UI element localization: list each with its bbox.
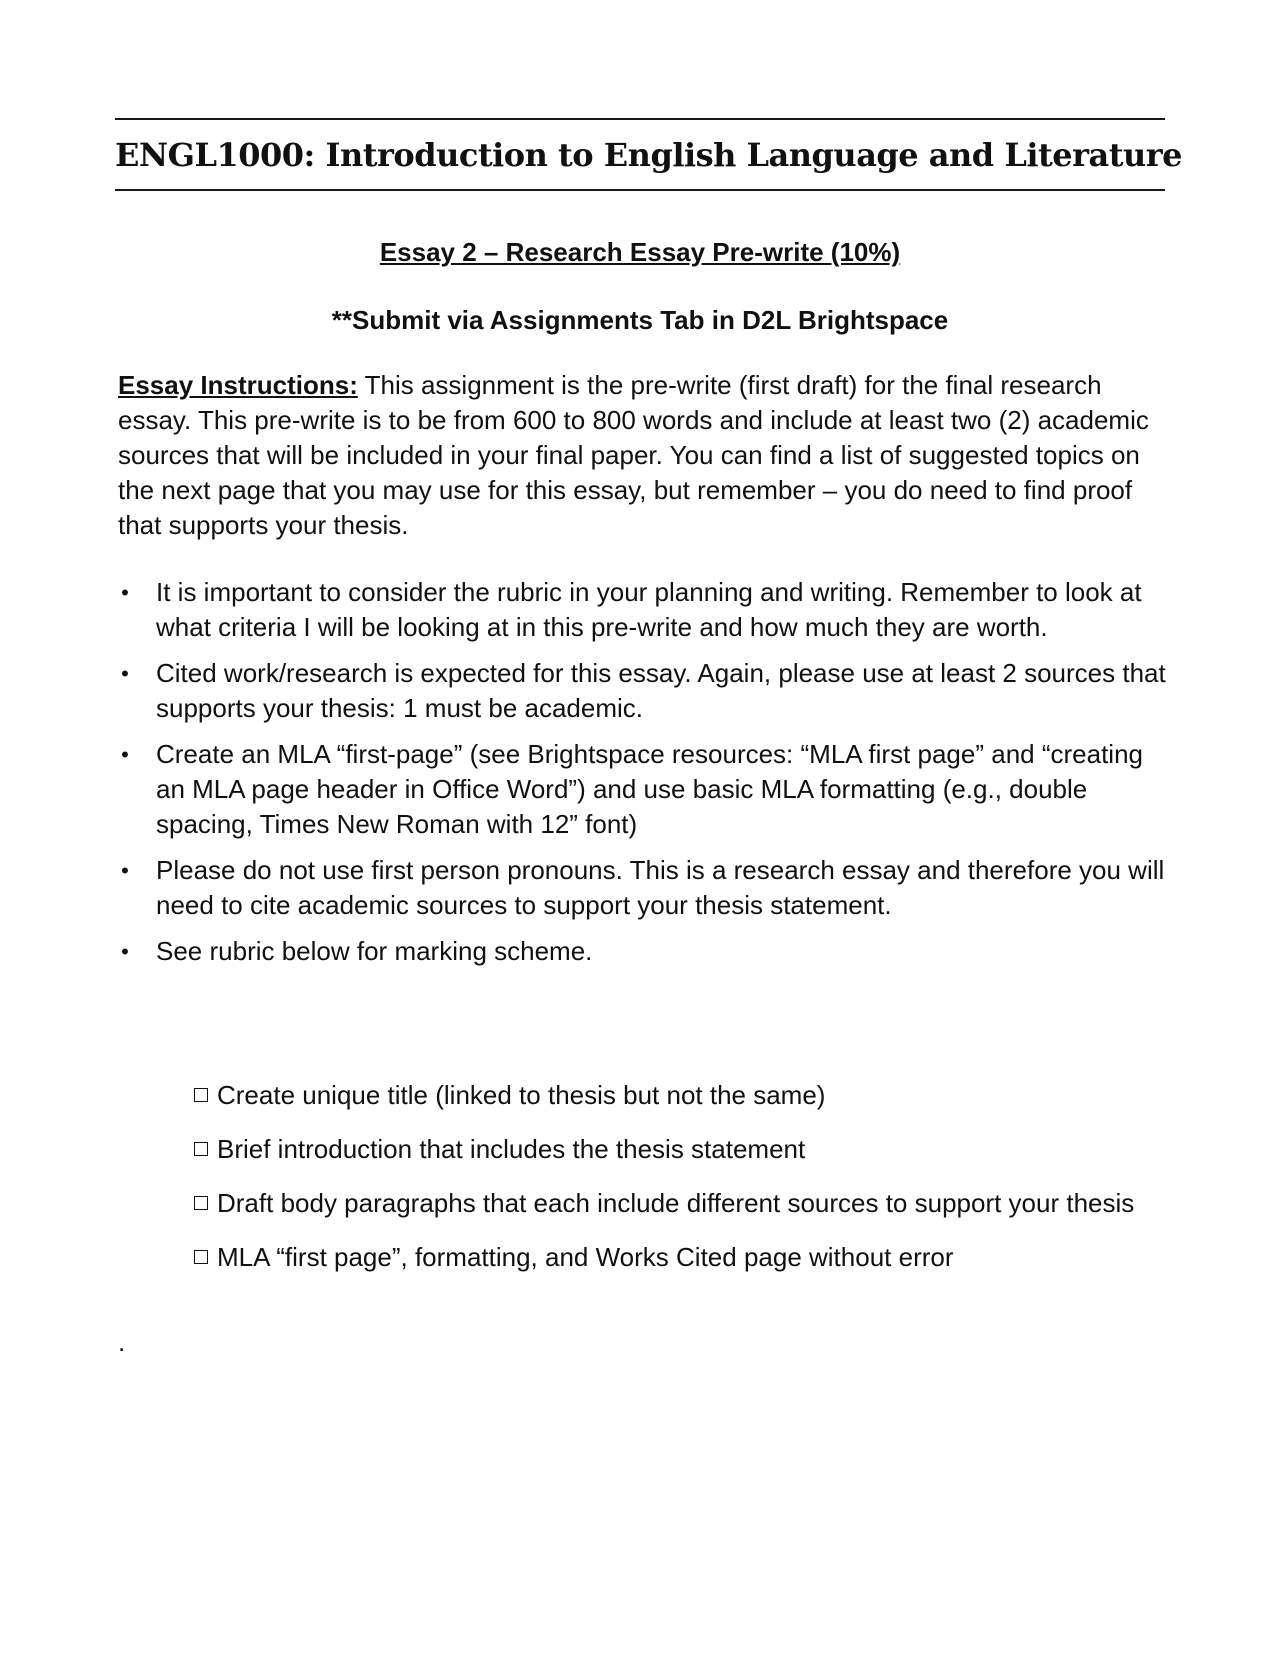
checklist-text: Brief introduction that includes the thesis statement: [217, 1134, 806, 1164]
bullet-item: [118, 737, 1168, 842]
course-title: ENGL1000: Introduction to English Language and Literature: [115, 136, 1182, 174]
instructions-label: Essay Instructions:: [118, 370, 358, 400]
bullet-text: Cited work/research is expected for this essay. Again, please use at least 2 sources that supports your thesis: 1 must be academic.: [156, 658, 1166, 723]
bullet-item: [118, 575, 1168, 645]
checklist-item: [194, 1186, 1154, 1221]
stray-period-mark: .: [118, 1327, 126, 1357]
bullet-item: [118, 853, 1168, 923]
checklist-text: Create unique title (linked to thesis but not the same): [217, 1080, 826, 1110]
checkbox-icon: [194, 1250, 208, 1264]
instruction-bullet-list: [118, 575, 1168, 980]
bullet-item: [118, 934, 1168, 969]
submission-note: **Submit via Assignments Tab in D2L Brightspace: [331, 305, 949, 335]
bullet-text: See rubric below for marking scheme.: [156, 936, 593, 966]
bullet-text: Create an MLA “first-page” (see Brightspace resources: “MLA first page” and “creating an MLA page header in Office Word”) and use basic MLA formatting (e.g., double spacing, Times New Roman with 12” font): [156, 739, 1143, 839]
bullet-item: [118, 656, 1168, 726]
checklist-text: Draft body paragraphs that each include different sources to support your thesis: [217, 1188, 1135, 1218]
bullet-icon: •: [121, 858, 129, 883]
bullet-icon: •: [121, 939, 129, 964]
header-bottom-rule: [115, 189, 1165, 191]
header-top-rule: [115, 118, 1165, 120]
checkbox-icon: [194, 1142, 208, 1156]
checklist-item: [194, 1240, 1154, 1275]
instructions-text: This assignment is the pre-write (first draft) for the final research essay. This pre-write is to be from 600 to 800 words and include at least two (2) academic sources that will be included in your final paper. You can find a list of suggested topics on the next page that you may use for this essay, but remember – you do need to find proof that supports your thesis.: [118, 370, 1149, 540]
checklist-item: [194, 1132, 1154, 1167]
bullet-icon: •: [121, 742, 129, 767]
checkbox-icon: [194, 1088, 208, 1102]
checkbox-icon: [194, 1196, 208, 1210]
bullet-icon: •: [121, 661, 129, 686]
bullet-icon: •: [121, 580, 129, 605]
assignment-title: Essay 2 – Research Essay Pre-write (10%): [379, 237, 901, 267]
essay-instructions-paragraph: [118, 368, 1168, 543]
rubric-checklist: [194, 1078, 1154, 1294]
bullet-text: It is important to consider the rubric in your planning and writing. Remember to look at what criteria I will be looking at in this pre-write and how much they are worth.: [156, 577, 1142, 642]
checklist-item: [194, 1078, 1154, 1113]
bullet-text: Please do not use first person pronouns. This is a research essay and therefore you will need to cite academic sources to support your thesis statement.: [156, 855, 1165, 920]
checklist-text: MLA “first page”, formatting, and Works Cited page without error: [217, 1242, 954, 1272]
